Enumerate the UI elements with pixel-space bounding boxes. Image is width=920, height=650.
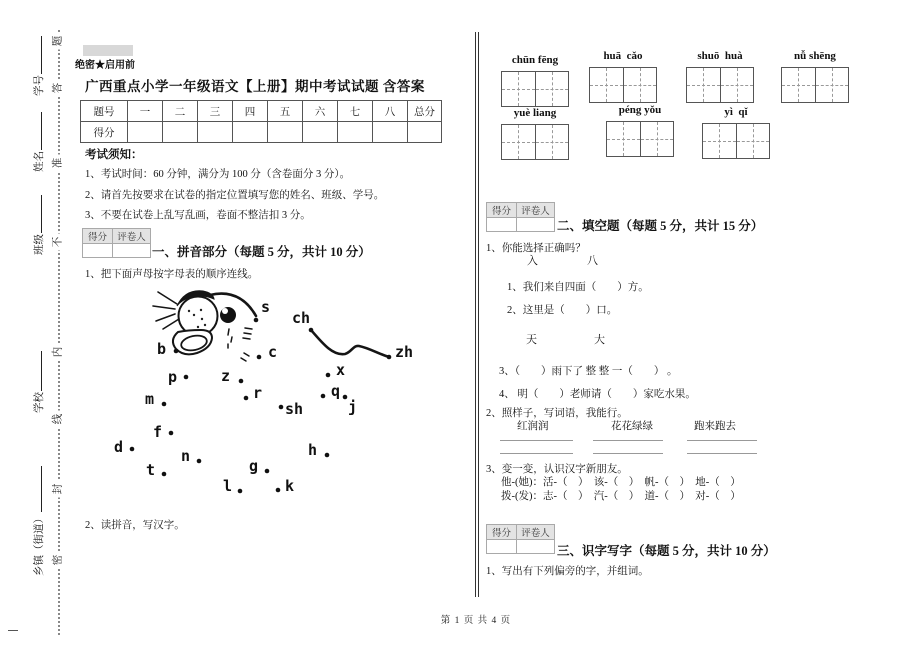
writing-grid-cell bbox=[607, 122, 641, 156]
writing-grid-cell bbox=[703, 124, 737, 158]
section2-q3-row2: 拨-(发)：志-（ ） 汽-（ ） 道-（ ） 对-（ ） bbox=[501, 491, 741, 502]
seal-dotted-line bbox=[58, 30, 60, 635]
margin-field-label bbox=[31, 36, 46, 96]
initial-letter-g: g bbox=[249, 457, 259, 475]
score-table-header-cell: 题号 bbox=[81, 101, 128, 122]
writing-grid-cell bbox=[737, 124, 770, 158]
connect-dot bbox=[162, 402, 167, 407]
connect-dot bbox=[174, 349, 179, 354]
score-grader-box bbox=[82, 228, 151, 258]
score-table-header-cell: 六 bbox=[303, 101, 338, 122]
connect-dot bbox=[276, 488, 281, 493]
section2-q3-row1: 他-(她)：活-（ ） 该-（ ） 帆-（ ） 地-（ ） bbox=[501, 477, 741, 488]
writing-grid-cell bbox=[782, 68, 816, 102]
writing-grid-cell bbox=[624, 68, 657, 102]
section2-title: 二、填空题（每题 5 分，共计 15 分） bbox=[557, 219, 764, 233]
answer-blank bbox=[500, 453, 573, 454]
secrecy-notice: 绝密★启用前 bbox=[75, 60, 135, 71]
pinyin-word-group bbox=[670, 50, 770, 103]
score-entry-cell bbox=[487, 218, 517, 232]
secrecy-redaction-box bbox=[83, 45, 133, 56]
pinyin-word-group bbox=[485, 107, 585, 160]
section2-q1: 1、你能选择正确吗？ bbox=[486, 243, 586, 254]
page-title: 广西重点小学一年级语文【上册】期中考试试题 含答案 bbox=[85, 79, 425, 94]
margin-field-line bbox=[39, 195, 42, 233]
margin-field-text: 学号 bbox=[34, 75, 45, 96]
initial-letter-h: h bbox=[308, 441, 318, 459]
seal-line-char: 内 bbox=[52, 344, 66, 361]
score-table-header-cell: 总分 bbox=[408, 101, 442, 122]
margin-field-text: 乡镇（街道） bbox=[34, 513, 45, 576]
writing-grid-cell bbox=[590, 68, 624, 102]
score-grader-table bbox=[486, 524, 555, 554]
connect-dot bbox=[130, 447, 135, 452]
connect-dot bbox=[321, 394, 326, 399]
connect-the-dots-puzzle bbox=[95, 282, 425, 512]
section1-question2: 2、读拼音，写汉字。 bbox=[85, 520, 185, 531]
score-cell-empty bbox=[303, 122, 338, 143]
connect-dot bbox=[343, 395, 348, 400]
initial-letter-ch: ch bbox=[292, 309, 311, 327]
notice-heading: 考试须知： bbox=[85, 149, 143, 161]
score-grader-box bbox=[486, 524, 555, 554]
section2-q2: 2、照样子，写词语，我能行。 bbox=[486, 408, 628, 419]
score-grader-table bbox=[82, 228, 151, 258]
option-char: 八 bbox=[587, 255, 598, 267]
initial-letter-j: j bbox=[348, 398, 358, 416]
corner-mark bbox=[8, 630, 18, 631]
writing-grid bbox=[589, 67, 657, 103]
seal-line-char: 答 bbox=[52, 80, 66, 97]
pinyin-word-label: yuè liang bbox=[513, 107, 557, 119]
connect-dot bbox=[325, 453, 330, 458]
notice-item: 3、不要在试卷上乱写乱画，卷面不整洁扣 3 分。 bbox=[85, 210, 311, 221]
score-cell-empty bbox=[163, 122, 198, 143]
page-indicator: 第 1 页 共 4 页 bbox=[440, 616, 512, 626]
connect-dot bbox=[257, 355, 262, 360]
connect-dot bbox=[169, 431, 174, 436]
initial-letter-t: t bbox=[146, 461, 156, 479]
score-cell-empty bbox=[128, 122, 163, 143]
score-entry-cell bbox=[487, 540, 517, 554]
answer-blank bbox=[593, 440, 663, 441]
initial-letter-n: n bbox=[181, 447, 191, 465]
margin-field-text: 姓名 bbox=[34, 151, 45, 172]
seal-line-char: 封 bbox=[52, 481, 66, 498]
score-row-label: 得分 bbox=[81, 122, 128, 143]
seal-line-char: 不 bbox=[52, 234, 66, 251]
writing-grid bbox=[781, 67, 849, 103]
section2-q3: 3、变一变，认识汉字新朋友。 bbox=[486, 464, 628, 475]
connect-dot bbox=[387, 355, 392, 360]
pinyin-word-label: péng yǒu bbox=[618, 104, 662, 116]
score-grader-box bbox=[486, 202, 555, 232]
score-label-cell: 得分 bbox=[487, 525, 517, 540]
score-cell-empty bbox=[233, 122, 268, 143]
initial-letter-k: k bbox=[285, 477, 295, 495]
pinyin-word-group bbox=[485, 54, 585, 107]
example-word: 红润润 bbox=[517, 421, 549, 432]
margin-field-label bbox=[31, 195, 46, 255]
notice-item: 2、请首先按要求在试卷的指定位置填写您的姓名、班级、学号。 bbox=[85, 190, 385, 201]
section2-q1-sub1: 1、我们来自四面（ ）方。 bbox=[507, 282, 649, 293]
initial-letter-b: b bbox=[157, 340, 167, 358]
connect-dot bbox=[162, 472, 167, 477]
pinyin-word-label: yì qǐ bbox=[724, 106, 748, 118]
writing-grid-cell bbox=[502, 72, 536, 106]
connect-dot bbox=[279, 405, 284, 410]
writing-grid-cell bbox=[641, 122, 674, 156]
score-label-cell: 得分 bbox=[487, 203, 517, 218]
score-table-header-cell: 七 bbox=[338, 101, 373, 122]
writing-grid-cell bbox=[536, 125, 569, 159]
example-word: 跑来跑去 bbox=[694, 421, 736, 432]
score-grader-table bbox=[486, 202, 555, 232]
section2-q1-sub4: 4、 明（ ）老师请（ ）家吃水果。 bbox=[499, 389, 696, 400]
initial-letters bbox=[114, 298, 413, 495]
score-cell-empty bbox=[198, 122, 233, 143]
section2-q1-sub2: 2、这里是（ ）口。 bbox=[507, 305, 618, 316]
margin-field-line bbox=[39, 36, 42, 74]
initial-letter-sh: sh bbox=[285, 400, 304, 418]
initial-letter-r: r bbox=[253, 384, 263, 402]
writing-grid bbox=[702, 123, 770, 159]
grader-label-cell: 评卷人 bbox=[113, 229, 151, 244]
score-table-header-cell: 三 bbox=[198, 101, 233, 122]
pinyin-word-group bbox=[686, 106, 786, 159]
notice-item: 1、考试时间：60 分钟，满分为 100 分（含卷面分 3 分）。 bbox=[85, 169, 351, 180]
initial-letter-m: m bbox=[145, 390, 155, 408]
grader-entry-cell bbox=[517, 218, 555, 232]
pinyin-word-group bbox=[765, 50, 865, 103]
seal-line-char: 密 bbox=[52, 552, 66, 569]
pinyin-word-group bbox=[590, 104, 690, 157]
score-label-cell: 得分 bbox=[83, 229, 113, 244]
score-table-header-cell: 五 bbox=[268, 101, 303, 122]
section2-q1-sub3: 3、（ ）雨下了 整 整 一（ ） 。 bbox=[499, 366, 678, 377]
initial-letter-zh: zh bbox=[395, 343, 414, 361]
initial-letter-l: l bbox=[223, 477, 233, 495]
score-cell-empty bbox=[408, 122, 442, 143]
score-cell-empty bbox=[373, 122, 408, 143]
pinyin-word-label: huā cǎo bbox=[603, 50, 643, 62]
score-cell-empty bbox=[338, 122, 373, 143]
writing-grid-cell bbox=[816, 68, 849, 102]
margin-field-line bbox=[39, 466, 42, 512]
connect-dot bbox=[238, 489, 243, 494]
margin-field-label bbox=[31, 351, 46, 413]
margin-field-label bbox=[31, 466, 46, 576]
pinyin-word-label: shuō huà bbox=[697, 50, 743, 62]
section3-title: 三、识字写字（每题 5 分，共计 10 分） bbox=[557, 544, 776, 558]
grader-label-cell: 评卷人 bbox=[517, 525, 555, 540]
margin-field-label bbox=[31, 112, 46, 172]
column-divider bbox=[475, 32, 479, 597]
answer-blank bbox=[593, 453, 663, 454]
connect-dot bbox=[254, 318, 259, 323]
answer-blank bbox=[500, 440, 573, 441]
connect-dot bbox=[265, 469, 270, 474]
seal-line-char: 线 bbox=[52, 411, 66, 428]
initial-letter-s: s bbox=[261, 298, 271, 316]
connect-dot bbox=[244, 396, 249, 401]
margin-field-line bbox=[39, 112, 42, 150]
seal-line-char: 题 bbox=[52, 33, 66, 50]
pinyin-word-label: nǚ shēng bbox=[794, 50, 836, 62]
connect-dot bbox=[184, 375, 189, 380]
seal-line-char: 准 bbox=[52, 155, 66, 172]
initial-letter-d: d bbox=[114, 438, 124, 456]
answer-blank bbox=[687, 453, 757, 454]
connect-dot bbox=[239, 379, 244, 384]
option-char: 天 bbox=[526, 334, 537, 346]
grader-label-cell: 评卷人 bbox=[517, 203, 555, 218]
writing-grid bbox=[501, 71, 569, 107]
score-cell-empty bbox=[268, 122, 303, 143]
initial-letter-c: c bbox=[268, 343, 278, 361]
section3-q1: 1、写出有下列偏旁的字，并组词。 bbox=[486, 566, 649, 577]
initial-letter-p: p bbox=[168, 368, 178, 386]
option-char: 大 bbox=[594, 334, 605, 346]
connect-dot bbox=[197, 459, 202, 464]
grader-entry-cell bbox=[517, 540, 555, 554]
grader-entry-cell bbox=[113, 244, 151, 258]
section1-title: 一、拼音部分（每题 5 分，共计 10 分） bbox=[152, 245, 371, 259]
writing-grid-cell bbox=[502, 125, 536, 159]
answer-blank bbox=[687, 440, 757, 441]
score-table-header-cell: 一 bbox=[128, 101, 163, 122]
option-char: 入 bbox=[527, 255, 538, 267]
writing-grid-cell bbox=[687, 68, 721, 102]
score-table-header-cell: 八 bbox=[373, 101, 408, 122]
score-table-header-cell: 四 bbox=[233, 101, 268, 122]
writing-grid-cell bbox=[721, 68, 754, 102]
connect-dot bbox=[326, 373, 331, 378]
writing-grid bbox=[501, 124, 569, 160]
initial-letter-f: f bbox=[153, 423, 163, 441]
section1-question1: 1、把下面声母按字母表的顺序连线。 bbox=[85, 269, 259, 280]
margin-field-text: 学校 bbox=[34, 392, 45, 413]
initial-letter-q: q bbox=[331, 382, 341, 400]
writing-grid bbox=[686, 67, 754, 103]
score-table-header-cell: 二 bbox=[163, 101, 198, 122]
example-word: 花花绿绿 bbox=[611, 421, 653, 432]
writing-grid-cell bbox=[536, 72, 569, 106]
score-summary-table bbox=[80, 100, 442, 143]
margin-field-text: 班级 bbox=[34, 234, 45, 255]
connect-dot bbox=[309, 328, 314, 333]
pinyin-word-group bbox=[573, 50, 673, 103]
initial-letter-x: x bbox=[336, 361, 346, 379]
pinyin-word-label: chūn fēng bbox=[511, 54, 559, 66]
score-entry-cell bbox=[83, 244, 113, 258]
writing-grid bbox=[606, 121, 674, 157]
margin-field-line bbox=[39, 351, 42, 391]
initial-letter-z: z bbox=[221, 367, 231, 385]
